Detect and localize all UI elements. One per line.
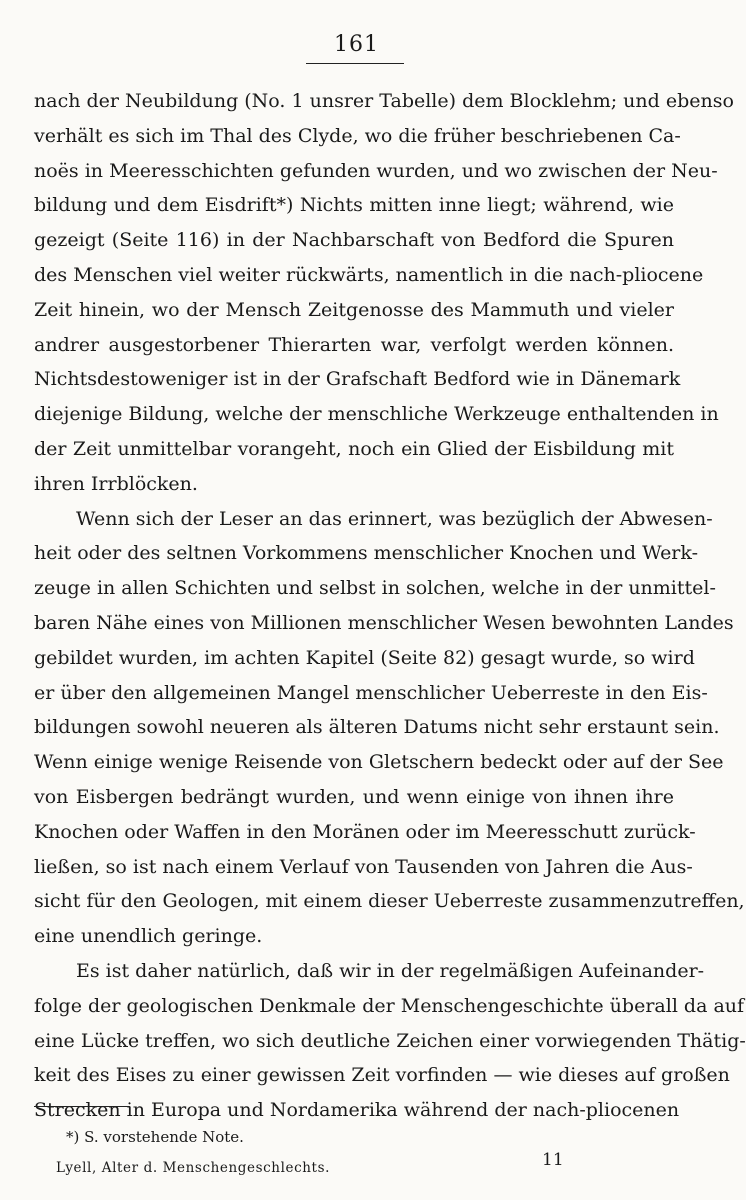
paragraph [34,502,745,954]
text-line: zeuge in allen Schichten und selbst in solchen, welche in der unmittel- [34,577,716,600]
text-line: diejenige Bildung, welche der menschliche Werkzeuge enthaltenden in [34,403,719,426]
signature-line: Lyell, Alter d. Menschengeschlechts. [56,1160,331,1176]
text-line: bildung und dem Eisdrift*) Nichts mitten inne liegt; während, wie [34,194,674,217]
text-line: ihren Irrblöcken. [34,472,198,495]
header-rule [306,63,404,64]
text-line: eine Lücke treffen, wo sich deutliche Zeichen einer vorwiegenden Thätig- [34,1029,746,1052]
text-line: gezeigt (Seite 116) in der Nachbarschaft von Bedford die Spuren [34,229,674,252]
text-line: Wenn sich der Leser an das erinnert, was bezüglich der Abwesen- [76,507,713,530]
text-line: der Zeit unmittelbar vorangeht, noch ein Glied der Eisbildung mit [34,437,674,460]
text-line: er über den allgemeinen Mangel menschlicher Ueberreste in den Eis- [34,681,708,704]
text-line: bildungen sowohl neueren als älteren Datums nicht sehr erstaunt sein. [34,716,720,739]
text-line: andrer ausgestorbener Thierarten war, verfolgt werden können. [34,333,674,356]
text-line: noës in Meeresschichten gefunden wurden, und wo zwischen der Neu- [34,159,718,182]
text-line: baren Nähe eines von Millionen menschlicher Wesen bewohnten Landes [34,611,734,634]
text-line: gebildet wurden, im achten Kapitel (Seite 82) gesagt wurde, so wird [34,646,695,669]
text-line: folge der geologischen Denkmale der Menschengeschichte überall da auf [34,994,745,1017]
text-line: Strecken in Europa und Nordamerika während der nach-pliocenen [34,1099,680,1122]
page-number: 161 [334,32,379,57]
text-line: verhält es sich im Thal des Clyde, wo die früher beschriebenen Ca- [34,124,681,147]
text-line: ließen, so ist nach einem Verlauf von Tausenden von Jahren die Aus- [34,855,693,878]
text-line: Knochen oder Waffen in den Moränen oder im Meeresschutt zurück- [34,820,696,843]
text-line: eine unendlich geringe. [34,925,263,948]
text-line: von Eisbergen bedrängt wurden, und wenn einige von ihnen ihre [34,785,674,808]
footnote-rule [34,1106,130,1107]
text-line: sicht für den Geologen, mit einem dieser Ueberreste zusammenzutreffen, [34,890,745,913]
sheet-number: 11 [542,1150,564,1170]
paragraph [34,84,734,502]
text-line: Es ist daher natürlich, daß wir in der regelmäßigen Aufeinander- [76,959,705,982]
paragraph [34,954,746,1128]
footnote: *) S. vorstehende Note. [66,1128,244,1146]
text-line: nach der Neubildung (No. 1 unsrer Tabelle) dem Blocklehm; und ebenso [34,90,734,112]
text-line: Zeit hinein, wo der Mensch Zeitgenosse des Mammuth und vieler [34,298,674,321]
text-line: des Menschen viel weiter rückwärts, namentlich in die nach-pliocene [34,263,704,286]
text-line: keit des Eises zu einer gewissen Zeit vorfinden — wie dieses auf großen [34,1064,730,1087]
text-line: Nichtsdestoweniger ist in der Grafschaft Bedford wie in Dänemark [34,368,681,391]
text-line: Wenn einige wenige Reisende von Gletschern bedeckt oder auf der See [34,751,724,774]
body-text [34,84,746,1128]
text-line: heit oder des seltnen Vorkommens menschlicher Knochen und Werk- [34,542,698,565]
